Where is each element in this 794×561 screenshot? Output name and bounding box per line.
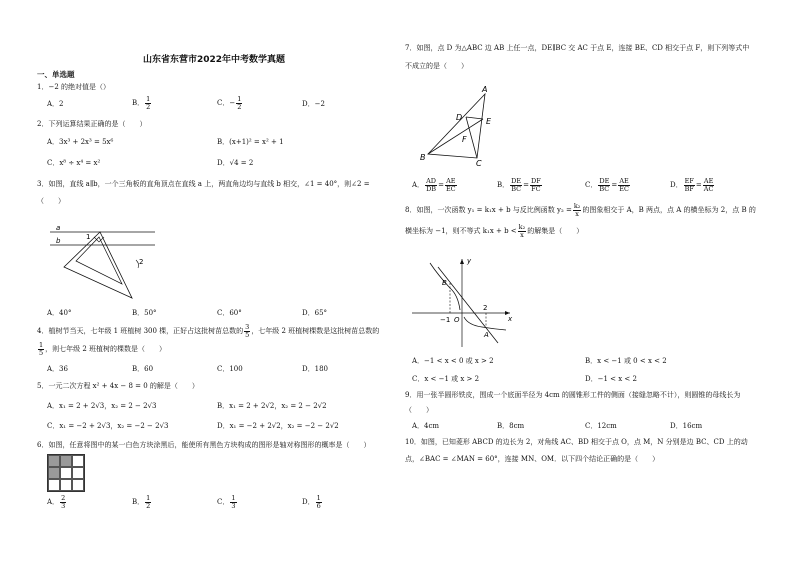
q7-option-d[interactable]: D． $\frac{EF}{BF}$ = $\frac{AE}{AC}$: [670, 177, 714, 193]
q7-d-label: D．: [670, 181, 683, 189]
q1-option-c[interactable]: [217, 96, 243, 110]
q1-c-fraction: [236, 96, 242, 110]
q4-option-d[interactable]: D．180: [302, 365, 328, 373]
q4-f1-den: 5: [245, 330, 250, 339]
q6-b-num: 1: [146, 494, 151, 502]
den: EC: [445, 184, 456, 193]
q4-option-b[interactable]: B．60: [132, 365, 154, 373]
num: DE: [511, 177, 522, 185]
q7-c-frac2: [618, 178, 630, 192]
q7-d-frac1: [684, 178, 695, 192]
label-C: C: [476, 159, 482, 166]
q2-option-b[interactable]: B．(x+1)² = x² + 1: [217, 138, 284, 146]
q7-figure: [420, 84, 500, 166]
label-B: B: [442, 279, 447, 287]
q1-b-num: 1: [146, 95, 151, 103]
grid-cell-white: [60, 467, 72, 479]
q7-b-frac1: [510, 178, 522, 192]
q7-option-a[interactable]: A． $\frac{AD}{DB}$ = $\frac{AE}{EC}$: [412, 177, 456, 193]
q9-option-b[interactable]: B．8cm: [497, 422, 525, 430]
q6-grid-figure: [47, 454, 85, 492]
q4-stem-part2: ，七年级 2 班植树棵数是这批树苗总数的: [251, 327, 380, 335]
label-a: a: [56, 224, 61, 232]
triangle-ruler-outer: [64, 232, 132, 298]
q7-c-frac1: [598, 178, 610, 192]
hyperbola-branch-4: [464, 317, 506, 330]
label-minus-1: −1: [440, 316, 451, 324]
q7-a-label: A．: [412, 181, 425, 189]
q7-c-label: C．: [585, 181, 598, 189]
q7-option-b[interactable]: B． $\frac{DE}{BC}$ = $\frac{DF}{FC}$: [497, 177, 541, 193]
q1-b-den: 2: [146, 102, 151, 111]
triangle-ruler-inner: [76, 237, 122, 284]
q2-option-c[interactable]: C．x⁸ ÷ x⁴ = x²: [47, 159, 101, 167]
q8-figure: [410, 255, 520, 350]
q6-b-fraction: [145, 495, 151, 509]
grid-cell-black: [48, 467, 60, 479]
q8-k-fraction: [573, 203, 582, 217]
q1-c-num: 1: [237, 95, 242, 103]
q4-option-c[interactable]: C．100: [217, 365, 243, 373]
page-title: 山东省东营市2022年中考数学真题: [143, 55, 286, 65]
q1-option-d[interactable]: D．−2: [302, 100, 325, 108]
den: DB: [426, 184, 437, 193]
q2-option-a[interactable]: A．3x³ + 2x³ = 5x⁶: [47, 138, 114, 146]
q8-option-c[interactable]: C．x < −1 或 x > 2: [412, 375, 480, 383]
label-angle-2: 2: [139, 258, 144, 266]
q3-stem-paren: （ ）: [37, 197, 65, 205]
q6-d-num: 1: [316, 494, 321, 502]
grid-cell-white: [72, 455, 84, 467]
num: AD: [426, 177, 437, 185]
q6-stem: 6．如图，任意将图中的某一白色方块涂黑后，能使所有黑色方块构成的图形是轴对称图形的概率是（ ）: [37, 441, 371, 449]
label-B: B: [420, 153, 426, 162]
q4-stem-part1: 4．植树节当天，七年级 1 班植树 300 棵，正好占这批树苗总数的: [37, 327, 244, 335]
q4-stem: [37, 324, 379, 338]
y-axis-arrow: [460, 259, 464, 264]
q5-option-d[interactable]: D．x₁ = −2 + 2√2，x₂ = −2 − 2√2: [217, 422, 339, 430]
q10-stem: 10．如图，已知菱形 ABCD 的边长为 2，对角线 AC、BD 相交于点 O，点 M，N 分别是边 BC、CD 上的动: [405, 438, 748, 446]
num: DE: [599, 177, 610, 185]
num: k₂: [573, 202, 581, 210]
q9-option-c[interactable]: C．12cm: [585, 422, 617, 430]
q8-option-d[interactable]: D．−1 < x < 2: [585, 375, 637, 383]
q4-f2-den: 5: [39, 348, 44, 357]
label-E: E: [486, 117, 492, 126]
num: AE: [446, 177, 456, 185]
q6-b-den: 2: [146, 501, 151, 510]
q1-option-a[interactable]: A．2: [47, 100, 64, 108]
q6-option-c[interactable]: [217, 495, 238, 509]
q1-b-fraction: [145, 96, 151, 110]
grid-cell-white: [72, 467, 84, 479]
q7-stem-line2: 不成立的是（ ）: [405, 62, 468, 70]
q7-option-c[interactable]: C． $\frac{DE}{BC}$ = $\frac{AE}{EC}$: [585, 177, 629, 193]
line-y1: [438, 267, 498, 343]
grid-cell-black: [60, 455, 72, 467]
q6-c-num: 1: [231, 494, 236, 502]
grid-cell-white: [72, 479, 84, 491]
q7-b-frac2: [530, 178, 542, 192]
q3-figure: [50, 222, 160, 302]
section-heading: 一、单选题: [37, 70, 75, 79]
q9-option-d[interactable]: D．16cm: [670, 422, 703, 430]
den: EC: [619, 184, 629, 193]
label-A: A: [484, 331, 489, 339]
den: x: [575, 209, 579, 218]
q1-c-den: 2: [237, 102, 242, 111]
q8-stem-part1: 8．如图，一次函数 y₁ = k₁x + b 与反比例函数 y₂ =: [405, 206, 572, 214]
q6-a-fraction: [60, 495, 66, 509]
num: AE: [619, 177, 629, 185]
q4-f1-num: 3: [245, 323, 250, 331]
q6-c-label: C．: [217, 498, 230, 506]
q6-b-label: B．: [132, 498, 145, 506]
q5-option-a[interactable]: A．x₁ = 2 + 2√3，x₂ = 2 − 2√3: [47, 402, 157, 410]
q8-option-a[interactable]: A．−1 < x < 0 或 x > 2: [412, 357, 494, 365]
q8-option-b[interactable]: B．x < −1 或 0 < x < 2: [585, 357, 667, 365]
q6-option-a[interactable]: [47, 495, 67, 509]
q6-a-num: 2: [61, 494, 66, 502]
q1-stem: 1．−2 的绝对值是（）: [37, 83, 110, 91]
q7-d-frac2: [703, 178, 715, 192]
q7-b-label: B．: [497, 181, 510, 189]
q4-stem-part3: ，则七年级 2 班植树的棵数是（ ）: [45, 345, 167, 353]
q4-fraction-2: [38, 342, 44, 356]
q8-stem-part2: 的图象相交于 A，B 两点，点 A 的横坐标为 2，点 B 的: [582, 206, 756, 214]
q4-option-a[interactable]: A．36: [47, 365, 68, 373]
q1-b-label: B．: [132, 99, 145, 107]
q2-stem: 2．下列运算结果正确的是（ ）: [37, 120, 147, 128]
q9-option-a[interactable]: A．4cm: [412, 422, 440, 430]
num: DF: [531, 177, 541, 185]
q7-a-frac2: [445, 178, 457, 192]
q8-stem-line2: [405, 224, 583, 238]
q5-stem: 5．一元二次方程 x² + 4x − 8 = 0 的解是（ ）: [37, 382, 199, 390]
q1-option-b[interactable]: [132, 96, 152, 110]
grid-cell-white: [48, 479, 60, 491]
q5-option-c[interactable]: C．x₁ = −2 + 2√3，x₂ = −2 − 2√3: [47, 422, 169, 430]
label-x: x: [508, 315, 513, 323]
label-D: D: [456, 113, 463, 122]
grid-cell-white: [60, 479, 72, 491]
q3-option-b[interactable]: B．50°: [132, 309, 157, 317]
q5-option-b[interactable]: B．x₁ = 2 + 2√2，x₂ = 2 − 2√2: [217, 402, 327, 410]
q3-option-a[interactable]: A．40°: [47, 309, 72, 317]
den: FC: [531, 184, 541, 193]
q3-stem: 3．如图，直线 a∥b，一个三角板的直角顶点在直线 a 上，两直角边均与直线 b 相交，∠1 = 40°，则∠2 =: [37, 180, 370, 188]
q4-f2-num: 1: [39, 341, 44, 349]
label-y: y: [467, 257, 472, 265]
q9-stem: 9．用一张半圆形铁皮，围成一个底面半径为 4cm 的圆锥形工件的侧面（接缝忽略不计），则圆锥的母线长为: [405, 391, 741, 399]
q6-c-den: 3: [231, 501, 236, 510]
q3-option-d[interactable]: D．65°: [302, 309, 328, 317]
segment-de: [466, 117, 483, 119]
den: BC: [599, 184, 610, 193]
num: k₂: [518, 223, 526, 231]
num: AE: [703, 177, 714, 185]
label-A: A: [482, 85, 488, 94]
q6-d-label: D．: [302, 498, 315, 506]
q7-stem: 7．如图，点 D 为△ABC 边 AB 上任一点，DE∥BC 交 AC 于点 E，连接 BE、CD 相交于点 F，则下列等式中: [405, 44, 750, 52]
q1-c-label: C．−: [217, 99, 236, 107]
q6-a-label: A．: [47, 498, 60, 506]
grid-cell-black: [48, 455, 60, 467]
q8-stem2-part2: 的解集是（ ）: [527, 227, 584, 235]
q6-option-d[interactable]: [302, 495, 323, 509]
q10-stem-line2: 点，∠BAC = ∠MAN = 60°，连接 MN、OM．以下四个结论正确的是（ ）: [405, 455, 660, 463]
q3-option-c[interactable]: C．60°: [217, 309, 242, 317]
num: EF: [684, 177, 694, 185]
q8-stem: [405, 203, 756, 217]
label-b: b: [56, 237, 61, 245]
q2-option-d[interactable]: D．√4 = 2: [217, 159, 254, 167]
label-O: O: [454, 316, 460, 324]
den: BF: [684, 184, 694, 193]
q4-stem-line2: [37, 342, 166, 356]
label-F: F: [462, 135, 467, 144]
den: BC: [511, 184, 522, 193]
q8-k-fraction-2: [518, 224, 527, 238]
q6-d-fraction: [316, 495, 322, 509]
q6-d-den: 6: [316, 501, 321, 510]
den: x: [520, 230, 524, 239]
segment-cd: [466, 117, 477, 158]
q6-a-den: 3: [61, 501, 66, 510]
den: AC: [703, 184, 714, 193]
q6-option-b[interactable]: [132, 495, 152, 509]
q4-fraction-1: [244, 324, 250, 338]
q6-c-fraction: [230, 495, 236, 509]
q8-stem2-part1: 横坐标为 −1，则不等式 k₁x + b <: [405, 227, 517, 235]
q7-a-frac1: [425, 178, 437, 192]
label-2: 2: [483, 304, 488, 312]
label-angle-1: 1: [86, 233, 91, 241]
q9-stem-paren: （ ）: [405, 406, 433, 414]
